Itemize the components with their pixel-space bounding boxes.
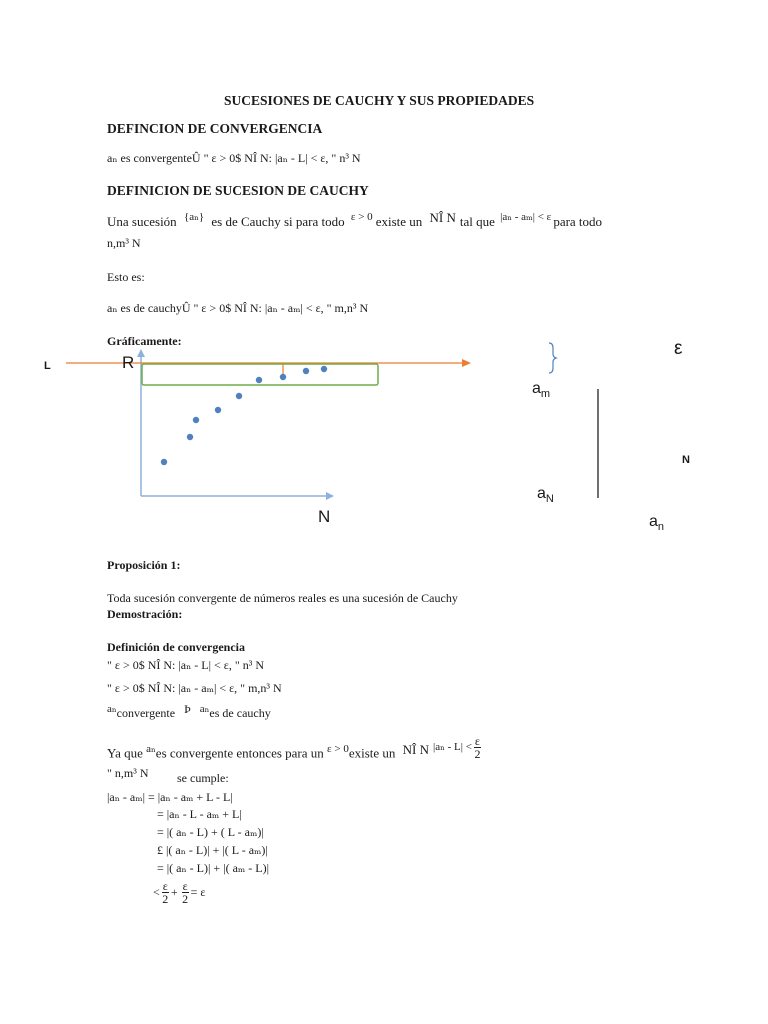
equals-epsilon: = ε: [190, 885, 206, 899]
label-am-sub: m: [540, 388, 551, 400]
sequence-an: aₙ: [146, 743, 156, 756]
cauchy-definition-line1: [107, 210, 603, 230]
frac-den: 2: [474, 747, 481, 761]
label-epsilon: ε: [674, 338, 683, 359]
text-fragment: existe un: [375, 214, 423, 229]
limit-line-arrow: [462, 359, 471, 367]
label-an-base: a: [649, 513, 658, 530]
text-fragment: Ya que: [107, 745, 143, 761]
point: [303, 368, 309, 374]
frac-num: ε: [162, 879, 168, 893]
point: [236, 393, 242, 399]
plus-sign: +: [170, 885, 178, 899]
frac-num: ε: [474, 734, 480, 748]
frac-den: 2: [182, 892, 189, 906]
text-fragment: es convergente entonces para un: [155, 745, 324, 761]
epsilon-condition: ε > 0: [350, 211, 373, 223]
page-title: SUCESIONES DE CAUCHY Y SUS PROPIEDADES: [224, 93, 535, 108]
label-an-capital-base: a: [537, 485, 546, 502]
cauchy-graph: [30, 335, 730, 545]
label-am-base: a: [532, 380, 541, 397]
text-fragment: " n,m³ N: [107, 766, 149, 780]
n-in-naturals: NÎ N: [429, 210, 456, 225]
y-axis-arrow: [137, 349, 145, 357]
label-an: [649, 513, 664, 533]
less-than: <: [153, 885, 160, 899]
label-n-axis: N: [318, 507, 331, 526]
formula-convergence: aₙ es convergenteÛ " ε > 0$ NÎ N: |aₙ - L| < ε, " n³ N: [107, 151, 361, 165]
point: [280, 374, 286, 380]
equation-1: |aₙ - aₘ| = |aₙ - aₘ + L - L|: [107, 790, 233, 804]
cauchy-inequality: |aₙ - aₘ| < ε: [500, 211, 552, 223]
n-in-naturals: NÎ N: [402, 742, 430, 758]
point: [187, 434, 193, 440]
esto-es: Esto es:: [107, 270, 145, 284]
equation-5: = |( aₙ - L)| + |( aₘ - L)|: [157, 861, 269, 875]
epsilon-brace: [549, 343, 556, 373]
text-fragment: para todo: [553, 214, 603, 229]
frac-den: 2: [162, 892, 169, 906]
label-an-capital: [537, 485, 554, 505]
text-fragment: Una sucesión: [107, 214, 177, 229]
sequence-an: aₙ: [107, 703, 117, 715]
label-an-sub: n: [657, 521, 665, 533]
demonstration-heading: Demostración:: [107, 607, 183, 621]
text-fragment: es de Cauchy si para todo: [211, 214, 345, 229]
heading-cauchy: DEFINICION DE SUCESION DE CAUCHY: [107, 183, 369, 198]
equation-2: = |aₙ - L - aₘ + L|: [157, 807, 242, 821]
label-am: [532, 380, 550, 400]
epsilon-half: [474, 735, 481, 760]
text-fragment: convergente: [116, 706, 176, 720]
cumple-line: [107, 766, 149, 781]
label-l: L: [44, 360, 51, 372]
point: [256, 377, 262, 383]
label-an-capital-sub: N: [545, 493, 554, 505]
proposition-statement: Toda sucesión convergente de números reales es una sucesión de Cauchy: [107, 591, 458, 605]
text-fragment: existe un: [348, 745, 396, 761]
label-r: R: [122, 353, 135, 372]
text-fragment: tal que: [459, 214, 495, 229]
formula-cauchy: aₙ es de cauchyÛ " ε > 0$ NÎ N: |aₙ - aₘ| < ε, " m,n³ N: [107, 301, 369, 315]
equation-6: [153, 880, 205, 905]
text-fragment: es de cauchy: [209, 706, 271, 720]
since-line: [107, 734, 481, 767]
point: [193, 417, 199, 423]
cauchy-definition-line2: n,m³ N: [107, 236, 141, 250]
sequence-points: [161, 366, 327, 465]
point: [321, 366, 327, 372]
label-n-right: N: [682, 454, 690, 466]
formula-f2: " ε > 0$ NÎ N: |aₙ - aₘ| < ε, " m,n³ N: [107, 681, 282, 695]
heading-convergence: DEFINCION DE CONVERGENCIA: [107, 121, 323, 136]
point: [161, 459, 167, 465]
epsilon-half-2: [182, 880, 189, 905]
formula-f1: " ε > 0$ NÎ N: |aₙ - L| < ε, " n³ N: [107, 658, 264, 672]
equation-4: £ |( aₙ - L)| + |( L - aₘ)|: [157, 843, 268, 857]
heading-graphically: Gráficamente:: [107, 334, 182, 348]
x-axis-arrow: [326, 492, 334, 500]
implication-line: [107, 702, 271, 721]
definition-heading: Definición de convergencia: [107, 640, 245, 654]
sequence-an: aₙ: [199, 703, 210, 715]
cumple-text: se cumple:: [177, 771, 229, 785]
convergence-inequality: |aₙ - L| <: [433, 741, 472, 754]
sequence-symbol: {aₙ}: [183, 211, 205, 223]
point: [215, 407, 221, 413]
epsilon-condition: ε > 0: [327, 743, 349, 756]
epsilon-half-1: [162, 880, 169, 905]
implies-symbol: Þ: [184, 702, 191, 716]
equation-3: = |( aₙ - L) + ( L - aₘ)|: [157, 825, 264, 839]
frac-num: ε: [182, 879, 188, 893]
proposition-heading: Proposición 1:: [107, 558, 181, 572]
